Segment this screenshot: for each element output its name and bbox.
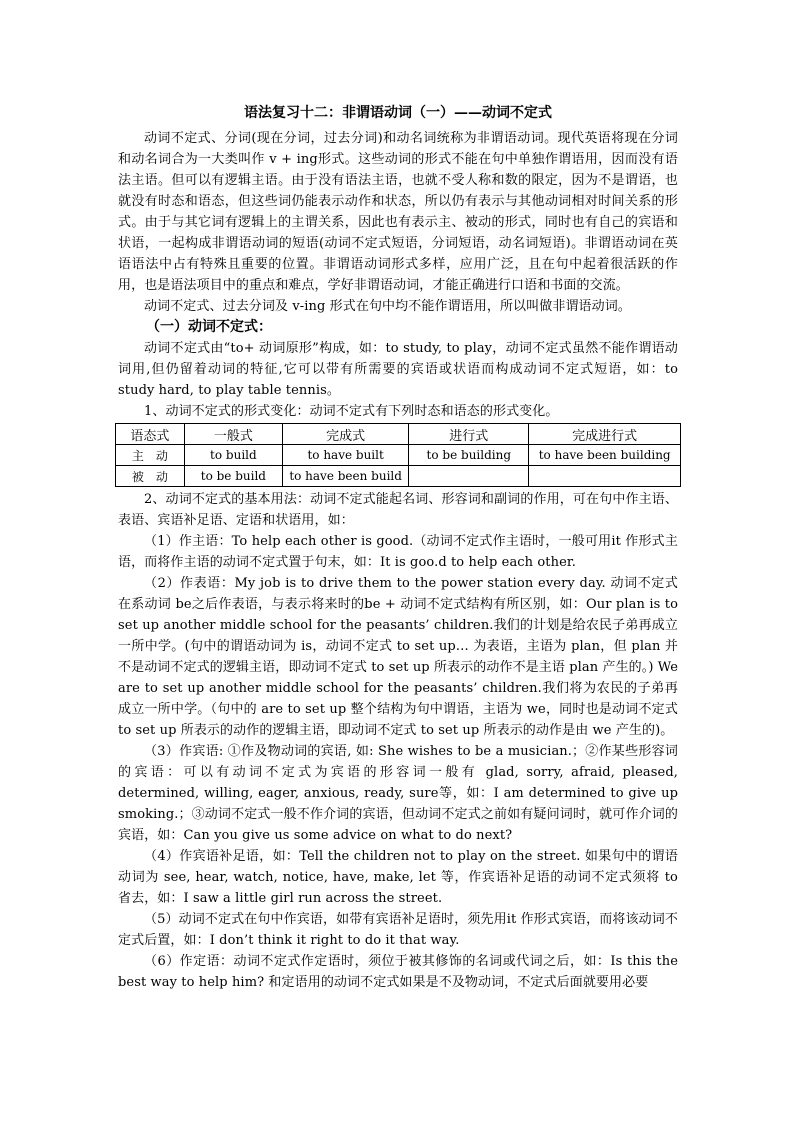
infinitive-forms-table xyxy=(115,423,681,487)
definition-paragraph: 动词不定式由“to+ 动词原形”构成，如：to study, to play，动词不定式虽然不能作谓语动词用,但仍留着动词的特征,它可以带有所需要的宾语或状语而构成动词不定式短语，如：to study hard, to play table tennis。 xyxy=(118,341,678,398)
table-header-cell: 一般式 xyxy=(184,424,282,445)
forms-intro-paragraph: 1、动词不定式的形式变化：动词不定式有下列时态和语态的形式变化。 xyxy=(144,404,559,419)
table-row-active xyxy=(116,445,681,466)
table-header-row xyxy=(116,424,681,445)
usage-object-paragraph: （3）作宾语: ①作及物动词的宾语, 如: She wishes to be a musician.；②作某些形容词的宾语：可以有动词不定式为宾语的形容词一般有 glad, sorry, afraid, pleased, determined, willing, eager, anxious, ready, sure等，如：I am determined to give up smoking.；③动词不定式一般不作介词的宾语，但动词不定式之前如有疑问词时，就可作介词的宾语，如：Can you give us some advice on what to do next? xyxy=(118,744,678,843)
table-cell: to have been building xyxy=(529,445,681,466)
usage-intro-paragraph: 2、动词不定式的基本用法：动词不定式能起名词、形容词和副词的作用，可在句中作主语、表语、宾语补足语、定语和状语用，如： xyxy=(118,492,678,528)
usage-subject-paragraph: （1）作主语：To help each other is good.（动词不定式作主语时，一般可用it 作形式主语，而将作主语的动词不定式置于句末，如：It is goo.d to help each other. xyxy=(118,534,678,570)
table-cell xyxy=(409,466,529,487)
intro-paragraph-2: 动词不定式、过去分词及 v-ing 形式在句中均不能作谓语用，所以叫做非谓语动词。 xyxy=(144,299,631,314)
document-page xyxy=(118,104,678,993)
table-cell: to have built xyxy=(283,445,409,466)
table-cell xyxy=(529,466,681,487)
table-header-cell: 语态式 xyxy=(116,424,185,445)
table-cell: to be build xyxy=(184,466,282,487)
document-title: 语法复习十二：非谓语动词（一）——动词不定式 xyxy=(244,105,552,121)
table-cell: to have been build xyxy=(283,466,409,487)
table-row-passive xyxy=(116,466,681,487)
usage-object-complement-paragraph: （4）作宾语补足语，如：Tell the children not to play on the street. 如果句中的谓语动词为 see, hear, watch, notice, have, make, let 等，作宾语补足语的动词不定式须将 to 省去，如：I saw a little girl run across the street. xyxy=(118,849,678,906)
usage-attributive-paragraph: （6）作定语：动词不定式作定语时，须位于被其修饰的名词或代词之后，如：Is this the best way to help him? 和定语用的动词不定式如果是不及物动词，不定式后面就要用必要 xyxy=(118,954,678,990)
table-header-cell: 进行式 xyxy=(409,424,529,445)
table-header-cell: 完成进行式 xyxy=(529,424,681,445)
usage-predicative-paragraph: （2）作表语：My job is to drive them to the power station every day. 动词不定式在系动词 be之后作表语，与表示将来时的be + 动词不定式结构有所区别，如：Our plan is to set up another middle school for the peasants’ children.我们的计划是给农民子弟再成立一所中学。(句中的谓语动词为 is，动词不定式 to set up… 为表语，主语为 plan，但 plan 并不是动词不定式的逻辑主语，即动词不定式 to set up 所表示的动作不是主语 plan 产生的。) We are to set up another middle school for the peasants’ children.我们将为农民的子弟再成立一所中学。（句中的 are to set up 整个结构为句中谓语，主语为 we，同时也是动词不定式 to set up 所表示的动作的逻辑主语，即动词不定式 to set up 所表示的动作是由 we 产生的)。 xyxy=(118,576,678,738)
table-cell: to build xyxy=(184,445,282,466)
table-header-cell: 完成式 xyxy=(283,424,409,445)
table-cell: 主 动 xyxy=(116,445,185,466)
usage-formal-object-paragraph: （5）动词不定式在句中作宾语，如带有宾语补足语时，须先用it 作形式宾语，而将该动词不定式后置，如：I don’t think it right to do it that way. xyxy=(118,912,678,948)
table-cell: to be building xyxy=(409,445,529,466)
section-heading-infinitive: （一）动词不定式： xyxy=(146,319,272,335)
table-cell: 被 动 xyxy=(116,466,185,487)
intro-paragraph-1: 动词不定式、分词(现在分词，过去分词)和动名词统称为非谓语动词。现代英语将现在分词和动名词合为一大类叫作 v + ing形式。这些动词的形式不能在句中单独作谓语用，因而没有语法主语。但可以有逻辑主语。由于没有语法主语，也就不受人称和数的限定，因为不是谓语，也就没有时态和语态，但这些词仍能表示动作和状态，所以仍有表示与其他动词相对时间关系的形式。由于与其它词有逻辑上的主谓关系，因此也有表示主、被动的形式，同时也有自己的宾语和状语，一起构成非谓语动词的短语(动词不定式短语，分词短语，动名词短语)。非谓语动词在英语语法中占有特殊且重要的位置。非谓语动词形式多样，应用广泛，且在句中起着很活跃的作用，也是语法项目中的重点和难点，学好非谓语动词，才能正确进行口语和书面的交流。 xyxy=(118,131,678,293)
